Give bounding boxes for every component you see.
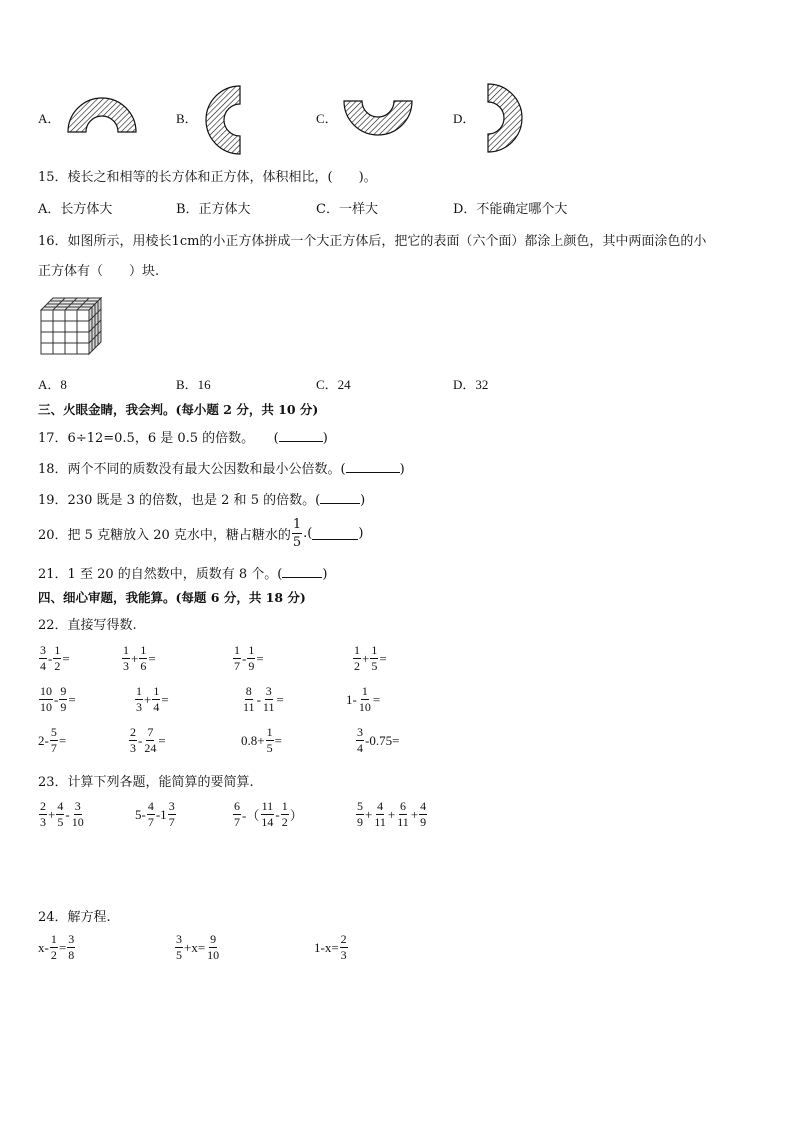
denominator: 10 [40,700,52,714]
denominator: 9 [60,700,67,714]
fraction [139,643,147,674]
fraction [50,725,58,756]
q22-item [232,643,264,674]
denominator: 7 [168,815,175,829]
operator: -（ [242,808,260,823]
operator: = [58,939,67,955]
denominator: 11 [262,700,275,714]
denominator: 5 [371,659,378,673]
q21 [38,563,327,582]
operator: 1- [346,691,357,707]
q14-option-c-label: C． [316,111,338,126]
numerator: 1 [371,643,378,657]
fraction [356,799,364,830]
operator: - [256,691,261,707]
numerator: 5 [50,725,57,739]
numerator: 1 [50,932,57,946]
fraction [206,932,220,963]
q24-stem: 24．解方程. [38,910,111,925]
numerator: 3 [265,684,272,698]
denominator: 2 [354,659,360,673]
q22-item [134,684,169,715]
denominator: 8 [68,948,75,962]
q15-option-b: B．正方体大 [176,202,251,217]
fraction [419,799,427,830]
denominator: 3 [123,659,129,673]
q23-item [355,799,428,830]
operator: + [362,650,370,666]
fraction [340,932,348,963]
denominator: 7 [234,659,240,673]
q20 [38,516,363,551]
operator: 2- [38,732,49,748]
q22-item [352,643,387,674]
q22-item [355,725,399,756]
fraction [353,643,361,674]
operator: + [48,806,56,822]
operator: = [62,650,70,666]
q19-answer-blank[interactable] [320,491,360,504]
fraction [147,799,155,830]
operator: -1 [155,806,167,822]
numerator: 2 [130,725,136,739]
denominator: 11 [374,815,386,829]
fraction [53,643,61,674]
half-ring-bottom-icon [342,98,414,138]
q14-option-a-label: A． [38,111,61,126]
operator: = [148,650,156,666]
q18-close: ) [399,462,405,477]
fraction [358,684,372,715]
denominator: 2 [54,659,61,673]
fraction [71,799,85,830]
fraction [122,643,130,674]
fraction [135,684,143,715]
half-ring-left-icon [204,84,244,156]
fraction [281,799,289,830]
denominator: 7 [50,741,57,755]
operator: - [48,650,53,666]
operator: 1-x= [314,939,339,955]
denominator: 11 [397,815,409,829]
numerator: 1 [361,684,368,698]
q23-stem: 23．计算下列各题，能简算的要简算. [38,775,254,790]
denominator: 10 [71,815,84,829]
numerator: 1 [281,799,288,813]
denominator: 6 [140,659,147,673]
numerator: 3 [40,643,46,657]
fraction [175,932,183,963]
fraction [39,799,47,830]
q17-answer-blank[interactable] [279,429,323,442]
operator: = [274,732,282,748]
q22-item [128,725,166,756]
fraction [152,684,160,715]
half-ring-right-icon [485,82,525,154]
q22-item [241,684,284,715]
numerator: 1 [234,643,240,657]
denominator: 5 [57,815,64,829]
q17-text: 17．6÷12=0.5，6 是 0.5 的倍数。 ( [38,431,279,446]
denominator: 24 [144,741,157,755]
numerator: 3 [168,799,175,813]
fraction [233,799,241,830]
operator: - [65,806,70,822]
q20-close: ) [358,526,364,541]
q19-text: 19．230 既是 3 的倍数，也是 2 和 5 的倍数。( [38,493,321,508]
numerator: 3 [176,932,182,946]
cube-4x4x4-icon [38,294,104,358]
fraction [356,725,364,756]
numerator: 1 [354,643,360,657]
fraction [39,643,47,674]
numerator: 4 [420,799,427,813]
numerator: 3 [68,932,75,946]
fraction [242,684,256,715]
fraction [247,643,255,674]
q20-fraction [292,516,302,551]
q24-item [38,932,76,963]
q22-item [121,643,156,674]
half-ring-top-icon [66,96,138,136]
q16-option-b: B．16 [176,377,211,392]
fraction [67,932,75,963]
fraction [233,643,241,674]
q22-item [38,725,66,756]
q21-answer-blank[interactable] [282,565,322,578]
numerator: 1 [123,643,129,657]
operator: = [68,691,76,707]
q15-option-a: A．长方体大 [38,202,113,217]
q24-item [174,932,221,963]
q23-item [135,799,177,830]
denominator: 2 [281,815,288,829]
numerator: 7 [147,725,154,739]
fraction [168,799,176,830]
q15-stem: 15．棱长之和相等的长方体和正方体，体积相比，( )。 [38,170,377,185]
fraction [39,684,53,715]
numerator: 1 [54,643,61,657]
q16-option-a: A．8 [38,377,67,392]
q22-item [38,684,76,715]
numerator: 1 [266,725,273,739]
operator: + [365,806,373,822]
numerator: 5 [357,799,363,813]
q17-close: ) [322,431,328,446]
denominator: 4 [40,659,46,673]
q21-text: 21．1 至 20 的自然数中，质数有 8 个。( [38,567,283,582]
operator: - [54,691,59,707]
q16-stem-line1: 16．如图所示，用棱长1cm的小正方体拼成一个大正方体后，把它的表面（六个面）都涂上颜色，其中两面涂色的小 [38,234,707,249]
fraction [370,643,378,674]
numerator: 3 [74,799,81,813]
operator: = [161,691,169,707]
section4-title: 四、细心审题，我能算。(每题 6 分，共 18 分) [38,590,306,605]
operator: - [138,732,143,748]
operator: = [256,650,264,666]
numerator: 9 [210,932,217,946]
fraction [373,799,387,830]
denominator: 9 [248,659,255,673]
denominator: 3 [130,741,136,755]
operator: = [158,732,166,748]
operator: + [144,691,152,707]
q24-item [314,932,349,963]
operator: - [275,806,280,822]
operator: = [276,691,284,707]
fraction [129,725,137,756]
operator: +x= [184,939,206,955]
q20-numerator: 1 [292,517,302,532]
q23-item [232,799,303,830]
q14-option-d-label: D． [453,111,476,126]
section3-title: 三、火眼金睛，我会判。(每小题 2 分，共 10 分) [38,402,319,417]
denominator: 3 [40,815,46,829]
q20-answer-blank[interactable] [312,527,358,540]
operator: - [242,650,247,666]
q22-item [38,643,70,674]
denominator: 14 [261,815,274,829]
denominator: 4 [153,700,160,714]
operator: + [410,806,419,822]
numerator: 2 [40,799,46,813]
denominator: 3 [136,700,142,714]
fraction [56,799,64,830]
q20-text-after: .( [303,526,313,541]
numerator: 4 [377,799,384,813]
denominator: 3 [340,948,347,962]
fraction [260,799,274,830]
operator: 5- [135,806,146,822]
numerator: 2 [340,932,347,946]
q17 [38,427,328,446]
numerator: 11 [261,799,274,813]
denominator: 9 [420,815,427,829]
operator: + [387,806,396,822]
denominator: 7 [147,815,154,829]
denominator: 2 [50,948,57,962]
q18-answer-blank[interactable] [346,460,400,473]
denominator: 5 [266,741,273,755]
q16-option-d: D．32 [453,377,489,392]
numerator: 6 [234,799,240,813]
fraction [50,932,58,963]
q20-text: 20．把 5 克糖放入 20 克水中，糖占糖水的 [38,528,291,543]
numerator: 6 [400,799,407,813]
operator: = [58,732,67,748]
q14-option-b-label: B． [176,111,198,126]
numerator: 1 [153,684,160,698]
denominator: 4 [357,741,363,755]
operator: = [372,691,381,707]
numerator: 1 [140,643,147,657]
denominator: 10 [207,948,220,962]
q22-stem: 22．直接写得数. [38,618,137,633]
operator: = [379,650,387,666]
numerator: 10 [40,684,52,698]
q18 [38,458,405,477]
operator: x- [38,939,49,955]
operator: ） [289,808,303,823]
q23-item [38,799,86,830]
operator: -0.75= [365,732,400,748]
numerator: 4 [57,799,64,813]
denominator: 5 [176,948,182,962]
denominator: 9 [357,815,363,829]
q15-option-c: C．一样大 [316,202,378,217]
numerator: 1 [248,643,255,657]
q22-item [241,725,282,756]
q15-option-d: D．不能确定哪个大 [453,202,568,217]
q18-text: 18．两个不同的质数没有最大公因数和最小公倍数。( [38,462,346,477]
fraction [262,684,276,715]
numerator: 8 [245,684,252,698]
q19-close: ) [360,493,366,508]
q16-option-c: C．24 [316,377,351,392]
q19 [38,489,365,508]
denominator: 7 [234,815,240,829]
q21-close: ) [322,567,328,582]
q16-stem-line2: 正方体有（ ）块. [38,264,160,279]
q22-item [346,684,380,715]
numerator: 4 [147,799,154,813]
fraction [59,684,67,715]
operator: 0.8+ [241,732,265,748]
fraction [266,725,274,756]
numerator: 1 [136,684,142,698]
denominator: 10 [358,700,371,714]
fraction [143,725,157,756]
fraction [396,799,410,830]
numerator: 3 [357,725,363,739]
denominator: 11 [243,700,255,714]
numerator: 9 [60,684,67,698]
operator: + [131,650,139,666]
q20-denominator: 5 [292,535,302,550]
